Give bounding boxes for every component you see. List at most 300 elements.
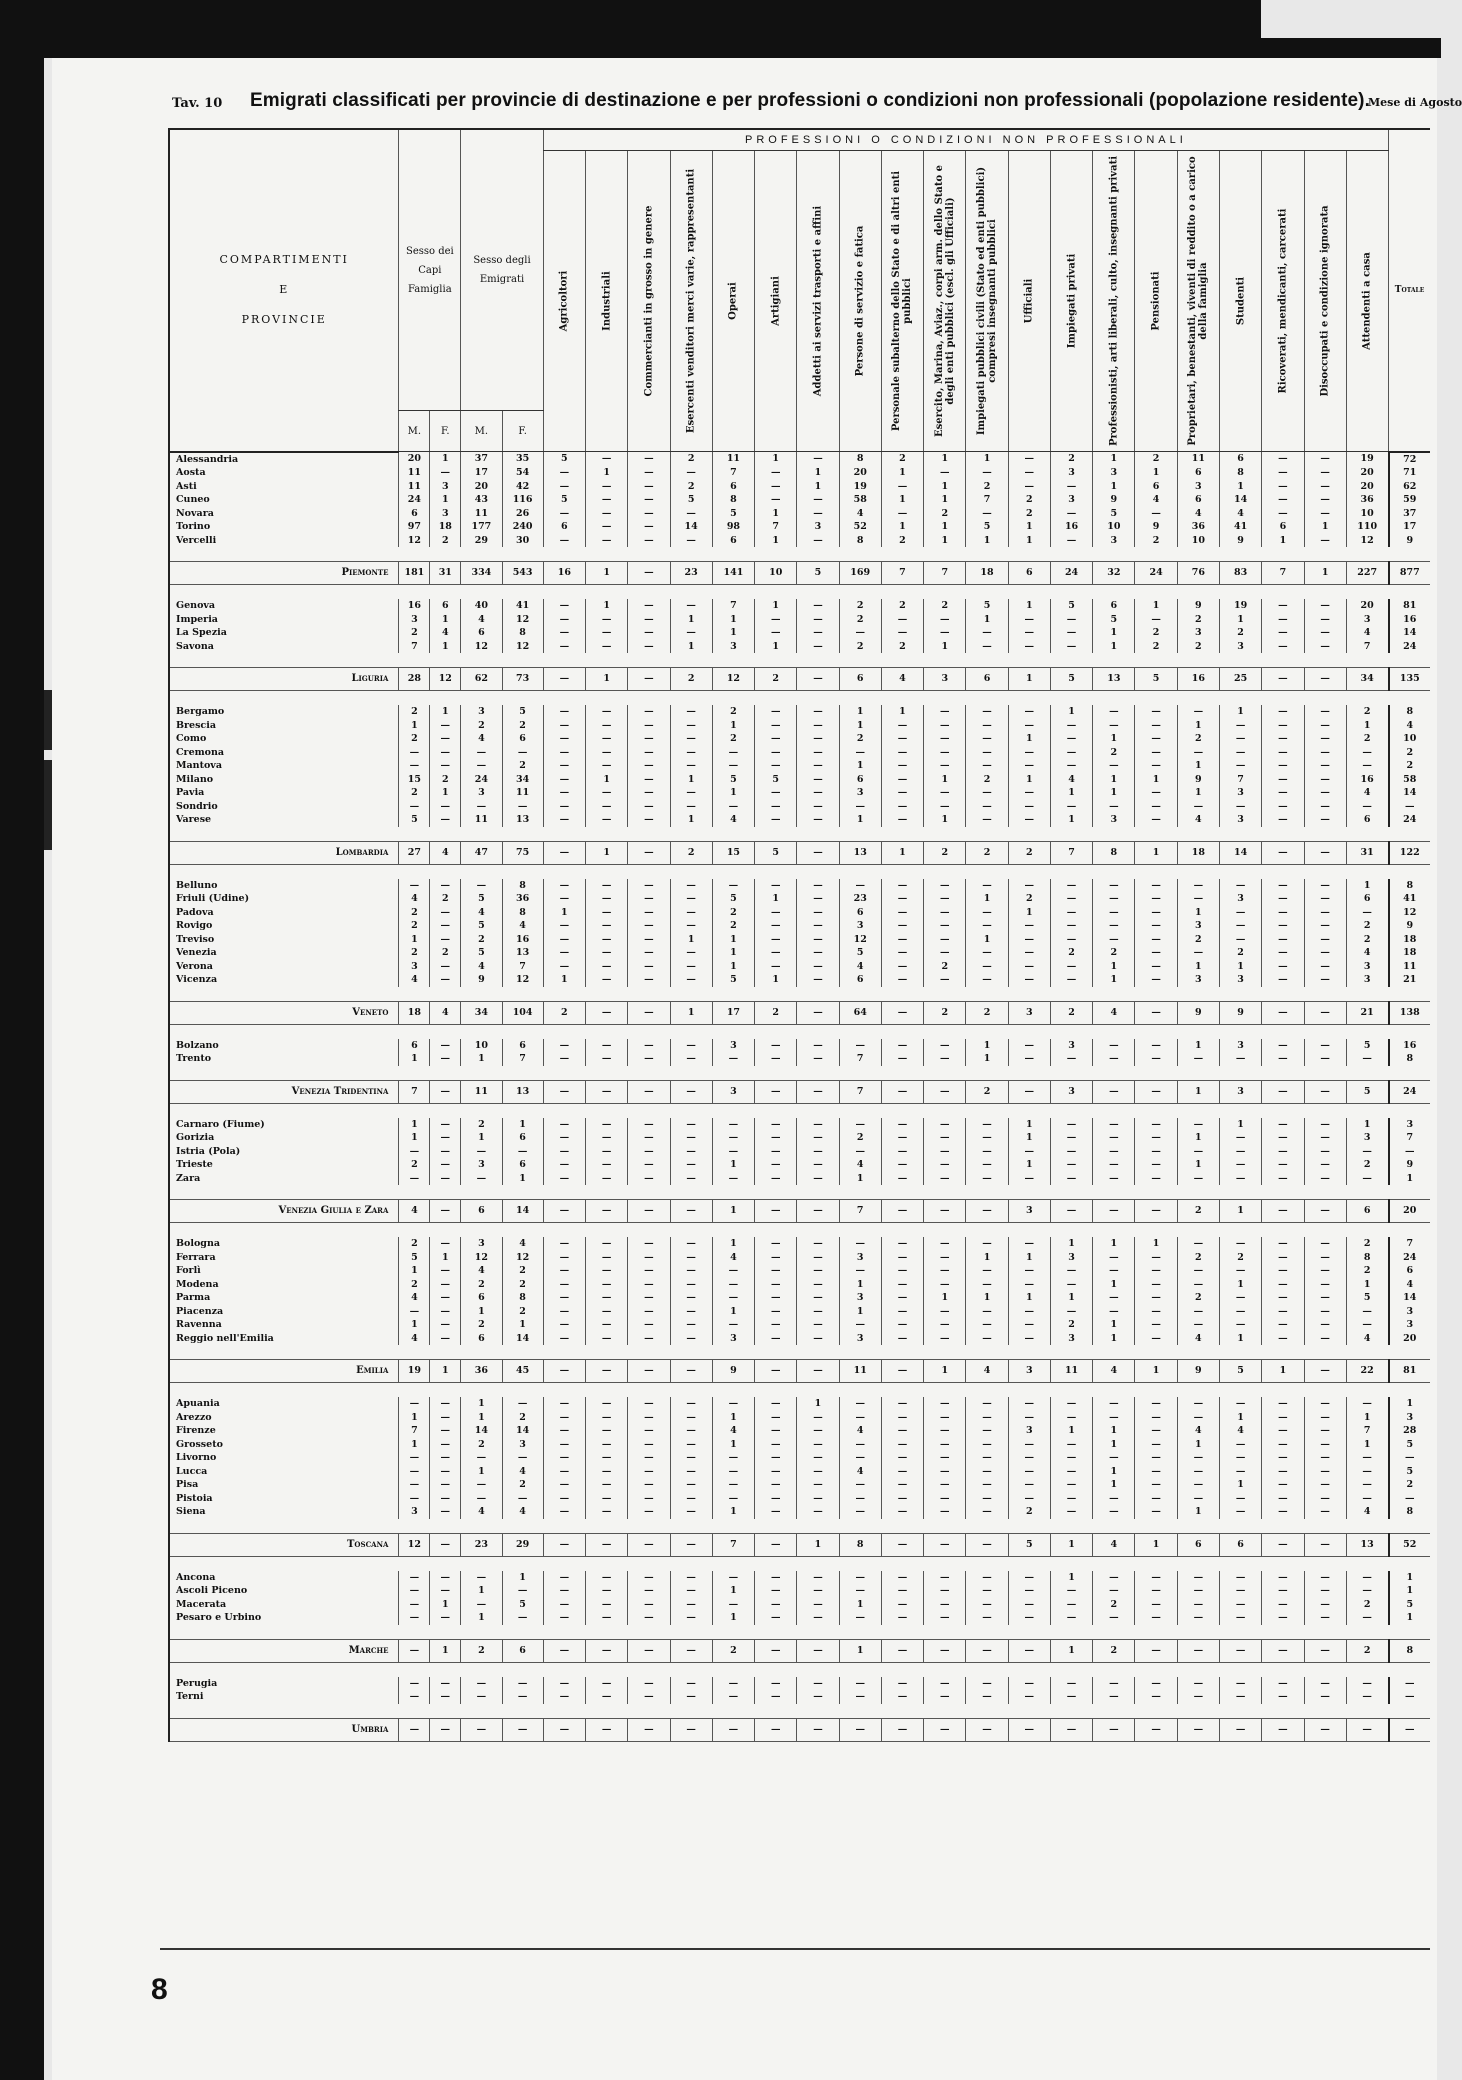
value-cell: — xyxy=(543,1718,585,1741)
value-cell: 5 xyxy=(1050,599,1092,613)
value-cell: 3 xyxy=(1093,534,1135,548)
value-cell: — xyxy=(881,1424,923,1438)
value-cell: — xyxy=(966,800,1008,814)
value-cell: — xyxy=(543,640,585,654)
value-cell: — xyxy=(670,1052,712,1066)
profession-header xyxy=(1093,151,1135,452)
province-row xyxy=(169,946,1430,960)
province-row xyxy=(169,1451,1430,1465)
province-name: Arezzo xyxy=(169,1411,399,1425)
value-cell: — xyxy=(1008,1264,1050,1278)
value-cell: 7 xyxy=(399,1424,430,1438)
value-cell: — xyxy=(1093,1291,1135,1305)
value-cell: — xyxy=(1304,1677,1346,1691)
table-header xyxy=(169,129,1430,452)
value-cell: — xyxy=(399,1305,430,1319)
value-cell: — xyxy=(628,946,670,960)
value-cell: — xyxy=(628,906,670,920)
value-cell: 2 xyxy=(924,960,966,974)
value-cell: — xyxy=(755,1584,797,1598)
province-row xyxy=(169,1305,1430,1319)
value-cell: — xyxy=(1262,1251,1304,1265)
province-row xyxy=(169,1690,1430,1704)
value-cell: — xyxy=(1008,1465,1050,1479)
value-cell: — xyxy=(1135,507,1177,521)
value-cell: 3 xyxy=(1177,973,1219,987)
value-cell: 9 xyxy=(1177,1360,1219,1383)
value-cell: — xyxy=(1177,1478,1219,1492)
value-cell: — xyxy=(1093,1611,1135,1625)
value-cell: 1 xyxy=(1093,1478,1135,1492)
province-row xyxy=(169,1492,1430,1506)
value-cell: — xyxy=(430,1052,461,1066)
value-cell: — xyxy=(1135,1397,1177,1411)
value-cell: 1 xyxy=(712,1438,754,1452)
value-cell: — xyxy=(1050,732,1092,746)
spacer-row xyxy=(169,1383,1430,1398)
value-cell: 12 xyxy=(430,668,461,691)
value-cell: — xyxy=(1093,1397,1135,1411)
value-cell: — xyxy=(1093,1690,1135,1704)
province-name: Brescia xyxy=(169,719,399,733)
profession-header xyxy=(628,151,670,452)
value-cell: 6 xyxy=(461,1291,502,1305)
value-cell: — xyxy=(430,813,461,827)
value-cell: — xyxy=(1304,668,1346,691)
total-cell: 9 xyxy=(1389,919,1430,933)
value-cell: — xyxy=(924,1492,966,1506)
value-cell: — xyxy=(712,1598,754,1612)
value-cell: — xyxy=(1219,879,1261,893)
value-cell: 1 xyxy=(1093,1278,1135,1292)
value-cell: 41 xyxy=(502,599,543,613)
spacer-row xyxy=(169,1556,1430,1571)
value-cell: — xyxy=(430,1145,461,1159)
value-cell: 12 xyxy=(502,1251,543,1265)
value-cell: 1 xyxy=(1050,1424,1092,1438)
value-cell: — xyxy=(502,1584,543,1598)
value-cell: 1 xyxy=(1219,1332,1261,1346)
total-header: Totale xyxy=(1389,129,1430,452)
value-cell: — xyxy=(966,960,1008,974)
value-cell: 2 xyxy=(1346,933,1388,947)
province-row xyxy=(169,1397,1430,1411)
value-cell: — xyxy=(1008,1080,1050,1103)
value-cell: 24 xyxy=(1050,562,1092,585)
value-cell: — xyxy=(1050,534,1092,548)
value-cell: 6 xyxy=(1177,493,1219,507)
profession-header xyxy=(1262,151,1304,452)
value-cell: — xyxy=(543,1131,585,1145)
value-cell: 2 xyxy=(670,841,712,864)
value-cell: — xyxy=(1304,466,1346,480)
value-cell: 1 xyxy=(461,1611,502,1625)
value-cell: — xyxy=(1262,1478,1304,1492)
value-cell: — xyxy=(586,1411,628,1425)
value-cell: 5 xyxy=(461,892,502,906)
province-row xyxy=(169,1438,1430,1452)
value-cell: 29 xyxy=(461,534,502,548)
value-cell: — xyxy=(1304,879,1346,893)
value-cell: 5 xyxy=(543,452,585,467)
value-cell: — xyxy=(1304,1332,1346,1346)
value-cell: 2 xyxy=(1219,626,1261,640)
province-row xyxy=(169,534,1430,548)
value-cell: — xyxy=(430,746,461,760)
value-cell: 4 xyxy=(502,1237,543,1251)
value-cell: — xyxy=(755,1639,797,1662)
value-cell: — xyxy=(839,1039,881,1053)
value-cell: — xyxy=(797,773,839,787)
value-cell: — xyxy=(670,1424,712,1438)
value-cell: 24 xyxy=(399,493,430,507)
value-cell: — xyxy=(966,1118,1008,1132)
value-cell: — xyxy=(1135,1264,1177,1278)
value-cell: — xyxy=(502,746,543,760)
value-cell: — xyxy=(755,1305,797,1319)
value-cell: 1 xyxy=(839,1639,881,1662)
value-cell: 4 xyxy=(1219,507,1261,521)
value-cell: — xyxy=(399,800,430,814)
value-cell: 9 xyxy=(461,973,502,987)
value-cell: 3 xyxy=(430,480,461,494)
value-cell: — xyxy=(1262,841,1304,864)
value-cell: — xyxy=(1050,1465,1092,1479)
value-cell: — xyxy=(670,919,712,933)
value-cell: — xyxy=(670,892,712,906)
value-cell: — xyxy=(1304,906,1346,920)
value-cell: 1 xyxy=(1093,773,1135,787)
value-cell: — xyxy=(755,1411,797,1425)
value-cell: 2 xyxy=(670,668,712,691)
value-cell: 2 xyxy=(399,705,430,719)
value-cell: — xyxy=(1135,800,1177,814)
value-cell: — xyxy=(543,1305,585,1319)
value-cell: 5 xyxy=(670,493,712,507)
profession-header xyxy=(797,151,839,452)
value-cell: — xyxy=(755,1611,797,1625)
value-cell: 1 xyxy=(839,705,881,719)
province-name: Milano xyxy=(169,773,399,787)
value-cell: — xyxy=(586,1291,628,1305)
value-cell: — xyxy=(586,520,628,534)
value-cell: — xyxy=(670,1080,712,1103)
value-cell: — xyxy=(628,1251,670,1265)
value-cell: 1 xyxy=(1262,534,1304,548)
value-cell: 169 xyxy=(839,562,881,585)
total-cell: 81 xyxy=(1389,599,1430,613)
value-cell: — xyxy=(628,1291,670,1305)
value-cell: — xyxy=(755,466,797,480)
province-row xyxy=(169,746,1430,760)
total-cell: 5 xyxy=(1389,1438,1430,1452)
value-cell: 2 xyxy=(1346,1158,1388,1172)
value-cell: 6 xyxy=(502,1039,543,1053)
value-cell: — xyxy=(1304,1172,1346,1186)
province-row xyxy=(169,1118,1430,1132)
value-cell: 1 xyxy=(1219,960,1261,974)
value-cell: 83 xyxy=(1219,562,1261,585)
value-cell: 2 xyxy=(1219,1251,1261,1265)
spacer-cell xyxy=(169,864,1430,879)
value-cell: 6 xyxy=(712,480,754,494)
value-cell: — xyxy=(755,960,797,974)
value-cell: — xyxy=(839,1505,881,1519)
value-cell: — xyxy=(399,1397,430,1411)
value-cell: — xyxy=(628,1584,670,1598)
value-cell: — xyxy=(586,507,628,521)
value-cell: — xyxy=(1177,892,1219,906)
province-name: Novara xyxy=(169,507,399,521)
value-cell: — xyxy=(430,1264,461,1278)
value-cell: 1 xyxy=(712,719,754,733)
value-cell: 20 xyxy=(399,452,430,467)
value-cell: — xyxy=(1050,1131,1092,1145)
value-cell: — xyxy=(461,1677,502,1691)
value-cell: — xyxy=(881,1411,923,1425)
value-cell: 5 xyxy=(755,841,797,864)
value-cell: 3 xyxy=(1219,892,1261,906)
total-cell: — xyxy=(1389,1451,1430,1465)
value-cell: 12 xyxy=(839,933,881,947)
value-cell: — xyxy=(1135,1690,1177,1704)
value-cell: 1 xyxy=(839,1305,881,1319)
value-cell: — xyxy=(1093,1305,1135,1319)
value-cell: — xyxy=(1219,1465,1261,1479)
value-cell: — xyxy=(1219,1690,1261,1704)
value-cell: — xyxy=(586,1001,628,1024)
value-cell: — xyxy=(1304,1360,1346,1383)
province-row xyxy=(169,1611,1430,1625)
value-cell: — xyxy=(839,1438,881,1452)
value-cell: 22 xyxy=(1346,1360,1388,1383)
value-cell: — xyxy=(1262,1598,1304,1612)
value-cell: — xyxy=(966,1145,1008,1159)
province-row xyxy=(169,480,1430,494)
emigrati-label: Sesso degli Emigrati xyxy=(473,255,531,285)
total-cell: 14 xyxy=(1389,626,1430,640)
value-cell: — xyxy=(1093,1172,1135,1186)
value-cell: — xyxy=(1304,719,1346,733)
value-cell: — xyxy=(1093,800,1135,814)
value-cell: 11 xyxy=(1177,452,1219,467)
total-cell: 1 xyxy=(1389,1584,1430,1598)
value-cell: — xyxy=(1304,1397,1346,1411)
value-cell: — xyxy=(755,1690,797,1704)
value-cell: 4 xyxy=(461,1264,502,1278)
value-cell: — xyxy=(839,879,881,893)
month-label: Mese di Agosto xyxy=(1368,96,1462,109)
value-cell: 1 xyxy=(881,493,923,507)
value-cell: — xyxy=(797,1411,839,1425)
value-cell: — xyxy=(1304,493,1346,507)
value-cell: — xyxy=(586,1438,628,1452)
total-cell: 62 xyxy=(1389,480,1430,494)
value-cell: — xyxy=(461,759,502,773)
value-cell: 1 xyxy=(755,973,797,987)
value-cell: — xyxy=(881,480,923,494)
value-cell: — xyxy=(1135,1052,1177,1066)
value-cell: 2 xyxy=(1093,1598,1135,1612)
value-cell: — xyxy=(924,1505,966,1519)
value-cell: — xyxy=(670,1584,712,1598)
value-cell: 1 xyxy=(1093,1332,1135,1346)
value-cell: 9 xyxy=(1093,493,1135,507)
province-row xyxy=(169,1505,1430,1519)
value-cell: 12 xyxy=(399,534,430,548)
value-cell: — xyxy=(670,946,712,960)
value-cell: — xyxy=(755,1264,797,1278)
value-cell: — xyxy=(543,1158,585,1172)
value-cell: 2 xyxy=(966,1001,1008,1024)
value-cell: — xyxy=(1219,1052,1261,1066)
value-cell: — xyxy=(1093,879,1135,893)
value-cell: — xyxy=(628,800,670,814)
value-cell: — xyxy=(430,1397,461,1411)
value-cell: 32 xyxy=(1093,562,1135,585)
scan-top-border xyxy=(0,0,1441,58)
value-cell: 3 xyxy=(399,960,430,974)
value-cell: — xyxy=(628,973,670,987)
total-cell: 5 xyxy=(1389,1465,1430,1479)
value-cell: 1 xyxy=(1008,1291,1050,1305)
value-cell: — xyxy=(586,1611,628,1625)
value-cell: — xyxy=(1135,1584,1177,1598)
value-cell: 1 xyxy=(712,613,754,627)
value-cell: — xyxy=(881,1492,923,1506)
value-cell: — xyxy=(670,507,712,521)
value-cell: — xyxy=(797,1492,839,1506)
value-cell: — xyxy=(430,800,461,814)
value-cell: — xyxy=(881,1200,923,1223)
value-cell: 1 xyxy=(839,813,881,827)
spacer-cell xyxy=(169,987,1430,1002)
value-cell: — xyxy=(797,933,839,947)
value-cell: — xyxy=(670,705,712,719)
value-cell: 2 xyxy=(966,841,1008,864)
province-row xyxy=(169,786,1430,800)
value-cell: 2 xyxy=(1177,1291,1219,1305)
value-cell: — xyxy=(1304,1611,1346,1625)
value-cell: — xyxy=(881,1571,923,1585)
value-cell: — xyxy=(543,1451,585,1465)
value-cell: — xyxy=(670,1237,712,1251)
value-cell: — xyxy=(543,746,585,760)
value-cell: — xyxy=(1262,1278,1304,1292)
value-cell: 2 xyxy=(1346,1639,1388,1662)
value-cell: — xyxy=(1262,892,1304,906)
value-cell: 1 xyxy=(399,1411,430,1425)
value-cell: — xyxy=(586,1690,628,1704)
value-cell: 2 xyxy=(502,719,543,733)
value-cell: — xyxy=(670,1131,712,1145)
value-cell: — xyxy=(755,1571,797,1585)
value-cell: — xyxy=(1050,1690,1092,1704)
value-cell: 4 xyxy=(1346,1505,1388,1519)
value-cell: — xyxy=(966,1438,1008,1452)
total-cell: 7 xyxy=(1389,1131,1430,1145)
value-cell: 3 xyxy=(839,786,881,800)
spacer-row xyxy=(169,1345,1430,1360)
value-cell: 11 xyxy=(399,466,430,480)
value-cell: — xyxy=(1177,1411,1219,1425)
table-body xyxy=(169,452,1430,1742)
value-cell: 4 xyxy=(430,626,461,640)
value-cell: — xyxy=(543,1397,585,1411)
value-cell: — xyxy=(1219,1131,1261,1145)
value-cell: — xyxy=(628,507,670,521)
value-cell: — xyxy=(502,1718,543,1741)
value-cell: 1 xyxy=(966,892,1008,906)
value-cell: — xyxy=(797,732,839,746)
profession-header xyxy=(924,151,966,452)
value-cell: 2 xyxy=(712,1639,754,1662)
spacer-cell xyxy=(169,1345,1430,1360)
value-cell: 5 xyxy=(502,705,543,719)
total-cell: 877 xyxy=(1389,562,1430,585)
value-cell: — xyxy=(712,1465,754,1479)
value-cell: — xyxy=(881,1718,923,1741)
value-cell: — xyxy=(839,1492,881,1506)
value-cell: 42 xyxy=(502,480,543,494)
value-cell: — xyxy=(1219,1571,1261,1585)
value-cell: 9 xyxy=(1177,599,1219,613)
value-cell: 4 xyxy=(461,1505,502,1519)
value-cell: — xyxy=(839,1318,881,1332)
value-cell: — xyxy=(797,1505,839,1519)
value-cell: — xyxy=(839,1264,881,1278)
value-cell: 9 xyxy=(1177,773,1219,787)
value-cell: — xyxy=(1177,1611,1219,1625)
value-cell: — xyxy=(1135,906,1177,920)
value-cell: — xyxy=(966,906,1008,920)
province-name: Siena xyxy=(169,1505,399,1519)
value-cell: — xyxy=(1050,1451,1092,1465)
value-cell: — xyxy=(430,1291,461,1305)
value-cell: 3 xyxy=(1346,960,1388,974)
value-cell: — xyxy=(1050,1118,1092,1132)
value-cell: 1 xyxy=(1135,1533,1177,1556)
value-cell: 5 xyxy=(712,773,754,787)
value-cell: — xyxy=(628,732,670,746)
value-cell: — xyxy=(502,1145,543,1159)
value-cell: — xyxy=(628,668,670,691)
value-cell: — xyxy=(543,1584,585,1598)
total-cell: 8 xyxy=(1389,1639,1430,1662)
value-cell: 3 xyxy=(712,640,754,654)
value-cell: — xyxy=(543,919,585,933)
value-cell: 1 xyxy=(430,613,461,627)
total-cell: 52 xyxy=(1389,1533,1430,1556)
value-cell: — xyxy=(1135,1718,1177,1741)
total-cell: 14 xyxy=(1389,786,1430,800)
value-cell: — xyxy=(543,719,585,733)
value-cell: — xyxy=(430,1332,461,1346)
value-cell: — xyxy=(966,705,1008,719)
value-cell: — xyxy=(881,732,923,746)
province-name: Torino xyxy=(169,520,399,534)
value-cell: — xyxy=(712,1492,754,1506)
value-cell: 7 xyxy=(924,562,966,585)
value-cell: — xyxy=(1262,599,1304,613)
value-cell: — xyxy=(1262,719,1304,733)
value-cell: 11 xyxy=(502,786,543,800)
value-cell: — xyxy=(881,919,923,933)
value-cell: — xyxy=(924,1677,966,1691)
value-cell: 6 xyxy=(502,1131,543,1145)
value-cell: 4 xyxy=(839,1465,881,1479)
value-cell: — xyxy=(881,746,923,760)
